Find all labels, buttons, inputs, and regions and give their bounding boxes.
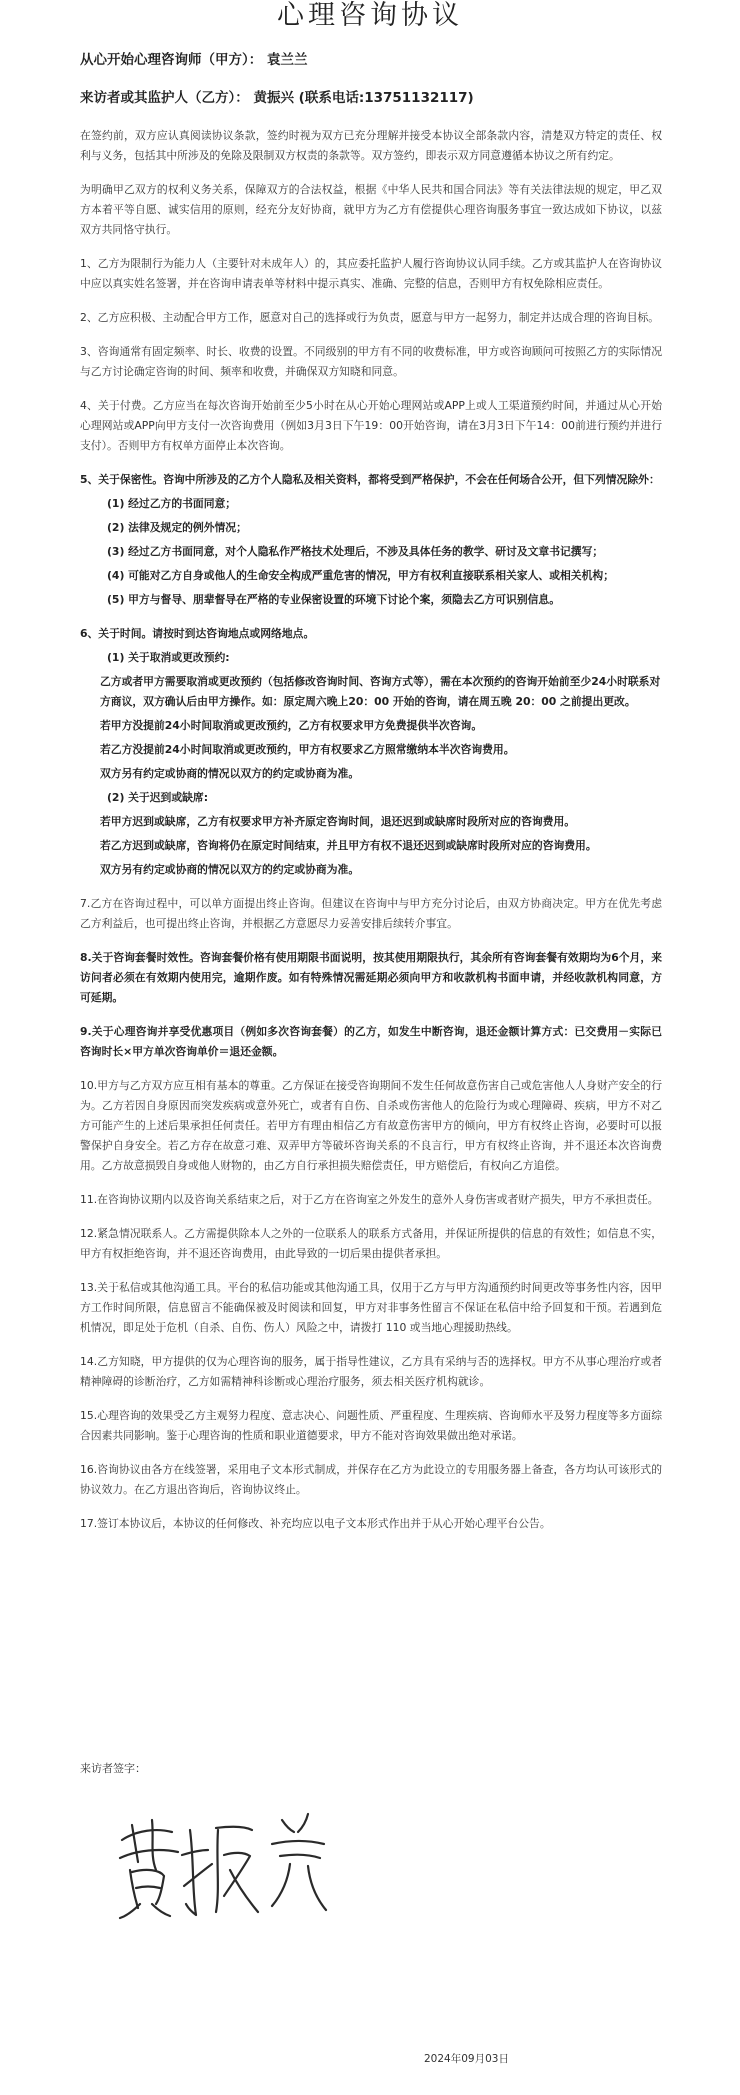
clause-5-item: (5) 甲方与督导、朋辈督导在严格的专业保密设置的环境下讨论个案，须隐去乙方可识别信息。 <box>107 593 561 606</box>
clause-5-item: (4) 可能对乙方自身或他人的生命安全构成严重危害的情况，甲方有权利直接联系相关家人、或相关机构； <box>107 569 614 582</box>
clause-6-sub1-line: 若甲方没提前24小时间取消或更改预约，乙方有权要求甲方免费提供半次咨询。 <box>100 719 483 732</box>
clause-6-sub1-line: 若乙方没提前24小时间取消或更改预约，甲方有权要求乙方照常缴纳本半次咨询费用。 <box>100 743 515 756</box>
clause-5-item: (3) 经过乙方书面同意，对个人隐私作严格技术处理后，不涉及具体任务的教学、研讨及文章书记撰写； <box>107 545 604 558</box>
intro-paragraph: 在签约前，双方应认真阅读协议条款，签约时视为双方已充分理解并接受本协议全部条款内容，清楚双方特定的责任、权利与义务，包括其中所涉及的免除及限制双方权责的条款等。双方签约，即表示双方同意遵循本协议之所有约定。 <box>80 129 662 162</box>
clause-11: 11.在咨询协议期内以及咨询关系结束之后，对于乙方在咨询室之外发生的意外人身伤害或者财产损失，甲方不承担责任。 <box>80 1193 659 1206</box>
clause-7: 7.乙方在咨询过程中，可以单方面提出终止咨询。但建议在咨询中与甲方充分讨论后，由双方协商决定。甲方在优先考虑乙方利益后，也可提出终止咨询，并根据乙方意愿尽力妥善安排后续转介事宜。 <box>80 897 662 930</box>
clause-5 <box>80 470 662 610</box>
clause-6-sub1-line: 乙方或者甲方需要取消或更改预约（包括修改咨询时间、咨询方式等），需在本次预约的咨询开始前至少24小时联系对方商议，双方确认后由甲方操作。如：原定周六晚上20：00 开始的咨询，请在周五晚 20：00 之前提出更改。 <box>100 675 661 708</box>
page-title: 心理咨询协议 <box>277 0 463 31</box>
clause-6-heading: 6、关于时间。请按时到达咨询地点或网络地点。 <box>80 627 315 640</box>
clause-5-item: (1) 经过乙方的书面同意； <box>107 497 237 510</box>
clause-6-sub2-line: 双方另有约定或协商的情况以双方的约定或协商为准。 <box>100 863 360 876</box>
signing-date: 2024年09月03日 <box>424 2053 509 2065</box>
clause-10: 10.甲方与乙方双方应互相有基本的尊重。乙方保证在接受咨询期间不发生任何故意伤害自己或危害他人人身财产安全的行为。乙方若因自身原因而突发疾病或意外死亡，或者有自伤、自杀或伤害他人的危险行为或心理障碍、疾病，甲方不对乙方可能产生的上述后果承担任何责任。若甲方有理由相信乙方有故意伤害甲方的倾向，甲方有权终止咨询，必要时可以报警保护自身安全。若乙方存在故意刁难、双弄甲方等破坏咨询关系的不良言行，甲方有权终止咨询，并不退还本次咨询费用。乙方故意损毁自身或他人财物的，由乙方自行承担损失赔偿责任，甲方赔偿后，有权向乙方追偿。 <box>80 1079 662 1172</box>
clause-13: 13.关于私信或其他沟通工具。平台的私信功能或其他沟通工具，仅用于乙方与甲方沟通预约时间更改等事务性内容，因甲方工作时间所限，信息留言不能确保被及时阅读和回复，甲方对非事务性留言不保证在私信中给予回复和干预。若遇到危机情况，即足处于危机（自杀、自伤、伤人）风险之中，请拨打 110 或当地心理援助热线。 <box>80 1281 662 1334</box>
clause-16: 16.咨询协议由各方在线签署，采用电子文本形式制成，并保存在乙方为此设立的专用服务器上备查，各方均认可该形式的协议效力。在乙方退出咨询后，咨询协议终止。 <box>80 1463 662 1496</box>
clause-4: 4、关于付费。乙方应当在每次咨询开始前至少5小时在从心开始心理网站或APP上或人工渠道预约时间，并通过从心开始心理网站或APP向甲方支付一次咨询费用（例如3月3日下午19：00开始咨询，请在3月3日下午14：00前进行预约并进行支付）。否则甲方有权单方面停止本次咨询。 <box>80 399 662 452</box>
clause-6-sub1-line: 双方另有约定或协商的情况以双方的约定或协商为准。 <box>100 767 360 780</box>
clause-3: 3、咨询通常有固定频率、时长、收费的设置。不同级别的甲方有不同的收费标准，甲方或咨询顾问可按照乙方的实际情况与乙方讨论确定咨询的时间、频率和收费，并确保双方知晓和同意。 <box>80 345 662 378</box>
clause-6-sub1-title: (1) 关于取消或更改预约: <box>107 651 230 664</box>
clause-15: 15.心理咨询的效果受乙方主观努力程度、意志决心、问题性质、严重程度、生理疾病、咨询师水平及努力程度等多方面综合因素共同影响。鉴于心理咨询的性质和职业道德要求，甲方不能对咨询效果做出绝对承诺。 <box>80 1409 662 1442</box>
handwritten-signature <box>112 1800 332 1920</box>
intro-paragraph: 为明确甲乙双方的权利义务关系，保障双方的合法权益，根据《中华人民共和国合同法》等有关法律法规的规定，甲乙双方本着平等自愿、诚实信用的原则，经充分友好协商，就甲方为乙方有偿提供心理咨询服务事宜一致达成如下协议，以兹双方共同恪守执行。 <box>80 183 662 236</box>
party-b-line: 来访者或其监护人（乙方）： 黄振兴 (联系电话:13751132117) <box>80 90 474 106</box>
clause-6-sub2-title: (2) 关于迟到或缺席: <box>107 791 209 804</box>
clause-9: 9.关于心理咨询并享受优惠项目（例如多次咨询套餐）的乙方，如发生中断咨询，退还金额计算方式：已交费用－实际已咨询时长×甲方单次咨询单价＝退还金额。 <box>80 1025 662 1058</box>
clause-14: 14.乙方知晓，甲方提供的仅为心理咨询的服务，属于指导性建议，乙方具有采纳与否的选择权。甲方不从事心理治疗或者精神障碍的诊断治疗，乙方如需精神科诊断或心理治疗服务，须去相关医疗机构就诊。 <box>80 1355 662 1388</box>
clause-2: 2、乙方应积极、主动配合甲方工作，愿意对自己的选择或行为负责，愿意与甲方一起努力，制定并达成合理的咨询目标。 <box>80 311 660 324</box>
party-a-line: 从心开始心理咨询师（甲方）： 袁兰兰 <box>80 52 308 68</box>
clause-12: 12.紧急情况联系人。乙方需提供除本人之外的一位联系人的联系方式备用，并保证所提供的信息的有效性；如信息不实，甲方有权拒绝咨询，并不退还咨询费用，由此导致的一切后果由提供者承担。 <box>80 1227 662 1260</box>
agreement-body <box>80 50 662 1548</box>
clause-5-item: (2) 法律及规定的例外情况； <box>107 521 247 534</box>
signature-label: 来访者签字： <box>80 1762 146 1775</box>
clause-6 <box>80 624 662 880</box>
clause-17: 17.签订本协议后，本协议的任何修改、补充均应以电子文本形式作出并于从心开始心理平台公告。 <box>80 1517 551 1530</box>
clause-8: 8.关于咨询套餐时效性。咨询套餐价格有使用期限书面说明，按其使用期限执行，其余所有咨询套餐有效期均为6个月，来访问者必须在有效期内使用完，逾期作废。如有特殊情况需延期必须向甲方和收款机构书面申请，并经收款机构同意，方可延期。 <box>80 951 662 1004</box>
clause-6-sub2-line: 若乙方迟到或缺席，咨询将仍在原定时间结束，并且甲方有权不退还迟到或缺席时段所对应的咨询费用。 <box>100 839 597 852</box>
clause-1: 1、乙方为限制行为能力人（主要针对未成年人）的，其应委托监护人履行咨询协议认同手续。乙方或其监护人在咨询协议中应以真实姓名签署，并在咨询申请表单等材料中提示真实、准确、完整的信息，否则甲方有权免除相应责任。 <box>80 257 662 290</box>
clause-5-heading: 5、关于保密性。咨询中所涉及的乙方个人隐私及相关资料，都将受到严格保护，不会在任何场合公开，但下列情况除外： <box>80 473 660 486</box>
clause-6-sub2-line: 若甲方迟到或缺席，乙方有权要求甲方补齐原定咨询时间，退还迟到或缺席时段所对应的咨询费用。 <box>100 815 576 828</box>
